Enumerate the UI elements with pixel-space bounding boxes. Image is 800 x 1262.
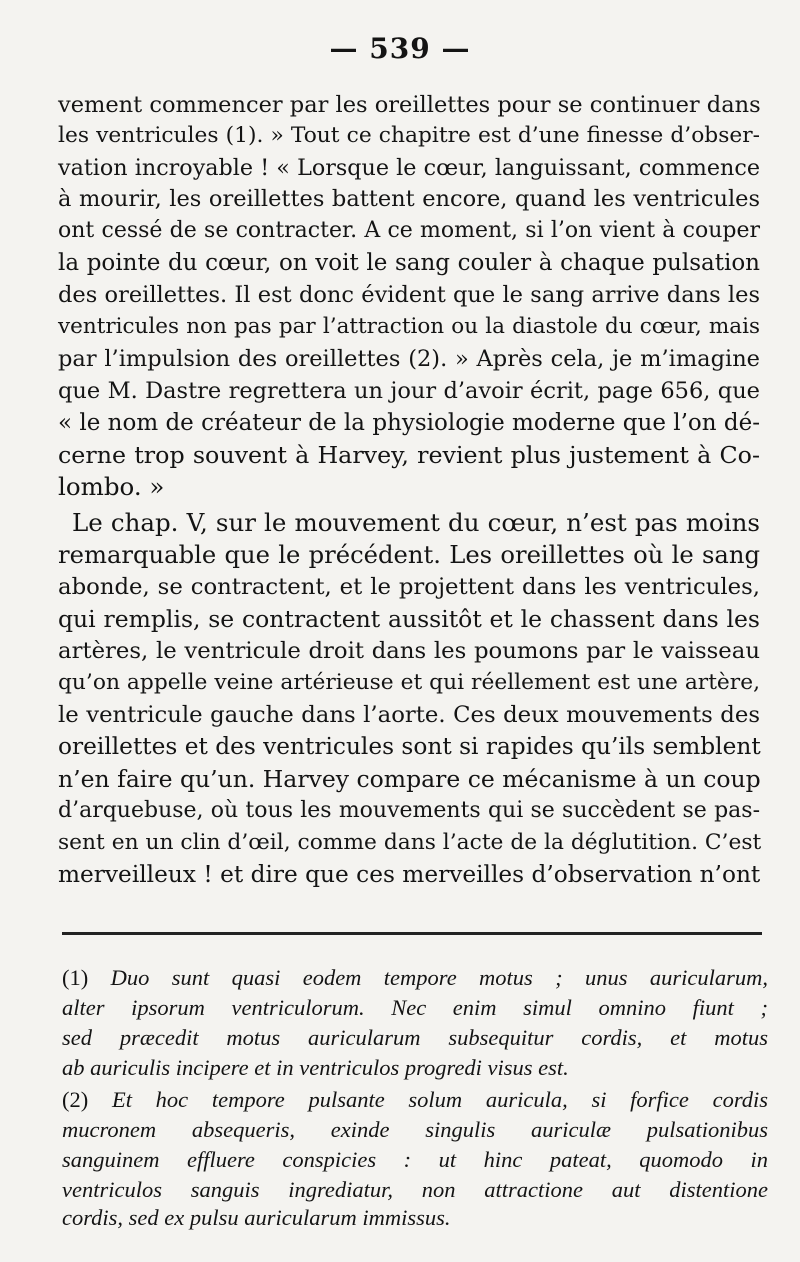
footnote-line: alter ipsorum ventriculorum. Nec enim simul omnino fiunt ; bbox=[62, 995, 768, 1020]
body-line: merveilleux ! et dire que ces merveilles d’observation n’ont bbox=[58, 861, 761, 888]
footnote-separator bbox=[62, 932, 762, 935]
footnote-line: (1) Duo sunt quasi eodem tempore motus ; unus auricularum, bbox=[62, 965, 768, 990]
body-line: cerne trop souvent à Harvey, revient plus justement à Co- bbox=[58, 441, 760, 469]
body-line: d’arquebuse, où tous les mouvements qui se succèdent se pas- bbox=[58, 798, 760, 823]
footnote-line: ab auriculis incipere et in ventriculos progredi visus est. bbox=[62, 1055, 569, 1080]
footnote-marker: (2) bbox=[62, 1087, 89, 1112]
body-line: la pointe du cœur, on voit le sang couler à chaque pulsation bbox=[58, 250, 760, 276]
body-line: lombo. » bbox=[58, 472, 165, 501]
body-line: vation incroyable ! « Lorsque le cœur, languissant, commence bbox=[58, 155, 760, 181]
page-number: — 539 — bbox=[329, 32, 471, 65]
body-line: par l’impulsion des oreillettes (2). » Après cela, je m’imagine bbox=[58, 346, 760, 372]
body-line: abonde, se contractent, et le projettent dans les ventricules, bbox=[58, 574, 760, 600]
body-line: oreillettes et des ventricules sont si rapides qu’ils semblent bbox=[58, 733, 761, 760]
body-line: remarquable que le précédent. Les oreillettes où le sang bbox=[58, 540, 760, 569]
body-line: à mourir, les oreillettes battent encore, quand les ventricules bbox=[58, 186, 760, 212]
footnote-marker: (1) bbox=[62, 965, 89, 990]
footnote-line: ventriculos sanguis ingrediatur, non attractione aut distentione bbox=[62, 1177, 768, 1202]
body-line: les ventricules (1). » Tout ce chapitre est d’une finesse d’obser- bbox=[58, 123, 760, 148]
body-line: n’en faire qu’un. Harvey compare ce mécanisme à un coup bbox=[58, 765, 761, 793]
footnote-line: (2) Et hoc tempore pulsante solum auricula, si forfice cordis bbox=[62, 1087, 769, 1112]
body-line: qu’on appelle veine artérieuse et qui réellement est une artère, bbox=[58, 670, 760, 695]
body-line: « le nom de créateur de la physiologie moderne que l’on dé- bbox=[58, 410, 760, 436]
body-line: ventricules non pas par l’attraction ou la diastole du cœur, mais bbox=[58, 314, 760, 339]
body-line: artères, le ventricule droit dans les poumons par le vaisseau bbox=[58, 638, 760, 664]
body-line: vement commencer par les oreillettes pour se continuer dans bbox=[58, 92, 761, 118]
body-line: des oreillettes. Il est donc évident que le sang arrive dans les bbox=[58, 282, 760, 308]
body-line: qui remplis, se contractent aussitôt et le chassent dans les bbox=[58, 605, 760, 633]
body-line: que M. Dastre regrettera un jour d’avoir écrit, page 656, que bbox=[58, 378, 760, 404]
body-line: sent en un clin d’œil, comme dans l’acte de la déglutition. C’est bbox=[58, 830, 762, 855]
body-line: le ventricule gauche dans l’aorte. Ces deux mouvements des bbox=[58, 702, 760, 728]
footnote-line: sed præcedit motus auricularum subsequitur cordis, et motus bbox=[62, 1025, 768, 1050]
footnote-line: cordis, sed ex pulsu auricularum immissus. bbox=[62, 1205, 451, 1230]
footnote-line: mucronem absequeris, exinde singulis auriculæ pulsationibus bbox=[62, 1117, 768, 1142]
footnote-line: sanguinem effluere conspicies : ut hinc pateat, quomodo in bbox=[62, 1147, 768, 1172]
body-line: ont cessé de se contracter. A ce moment, si l’on vient à couper bbox=[58, 218, 760, 243]
body-line: Le chap. V, sur le mouvement du cœur, n’est pas moins bbox=[72, 508, 760, 537]
